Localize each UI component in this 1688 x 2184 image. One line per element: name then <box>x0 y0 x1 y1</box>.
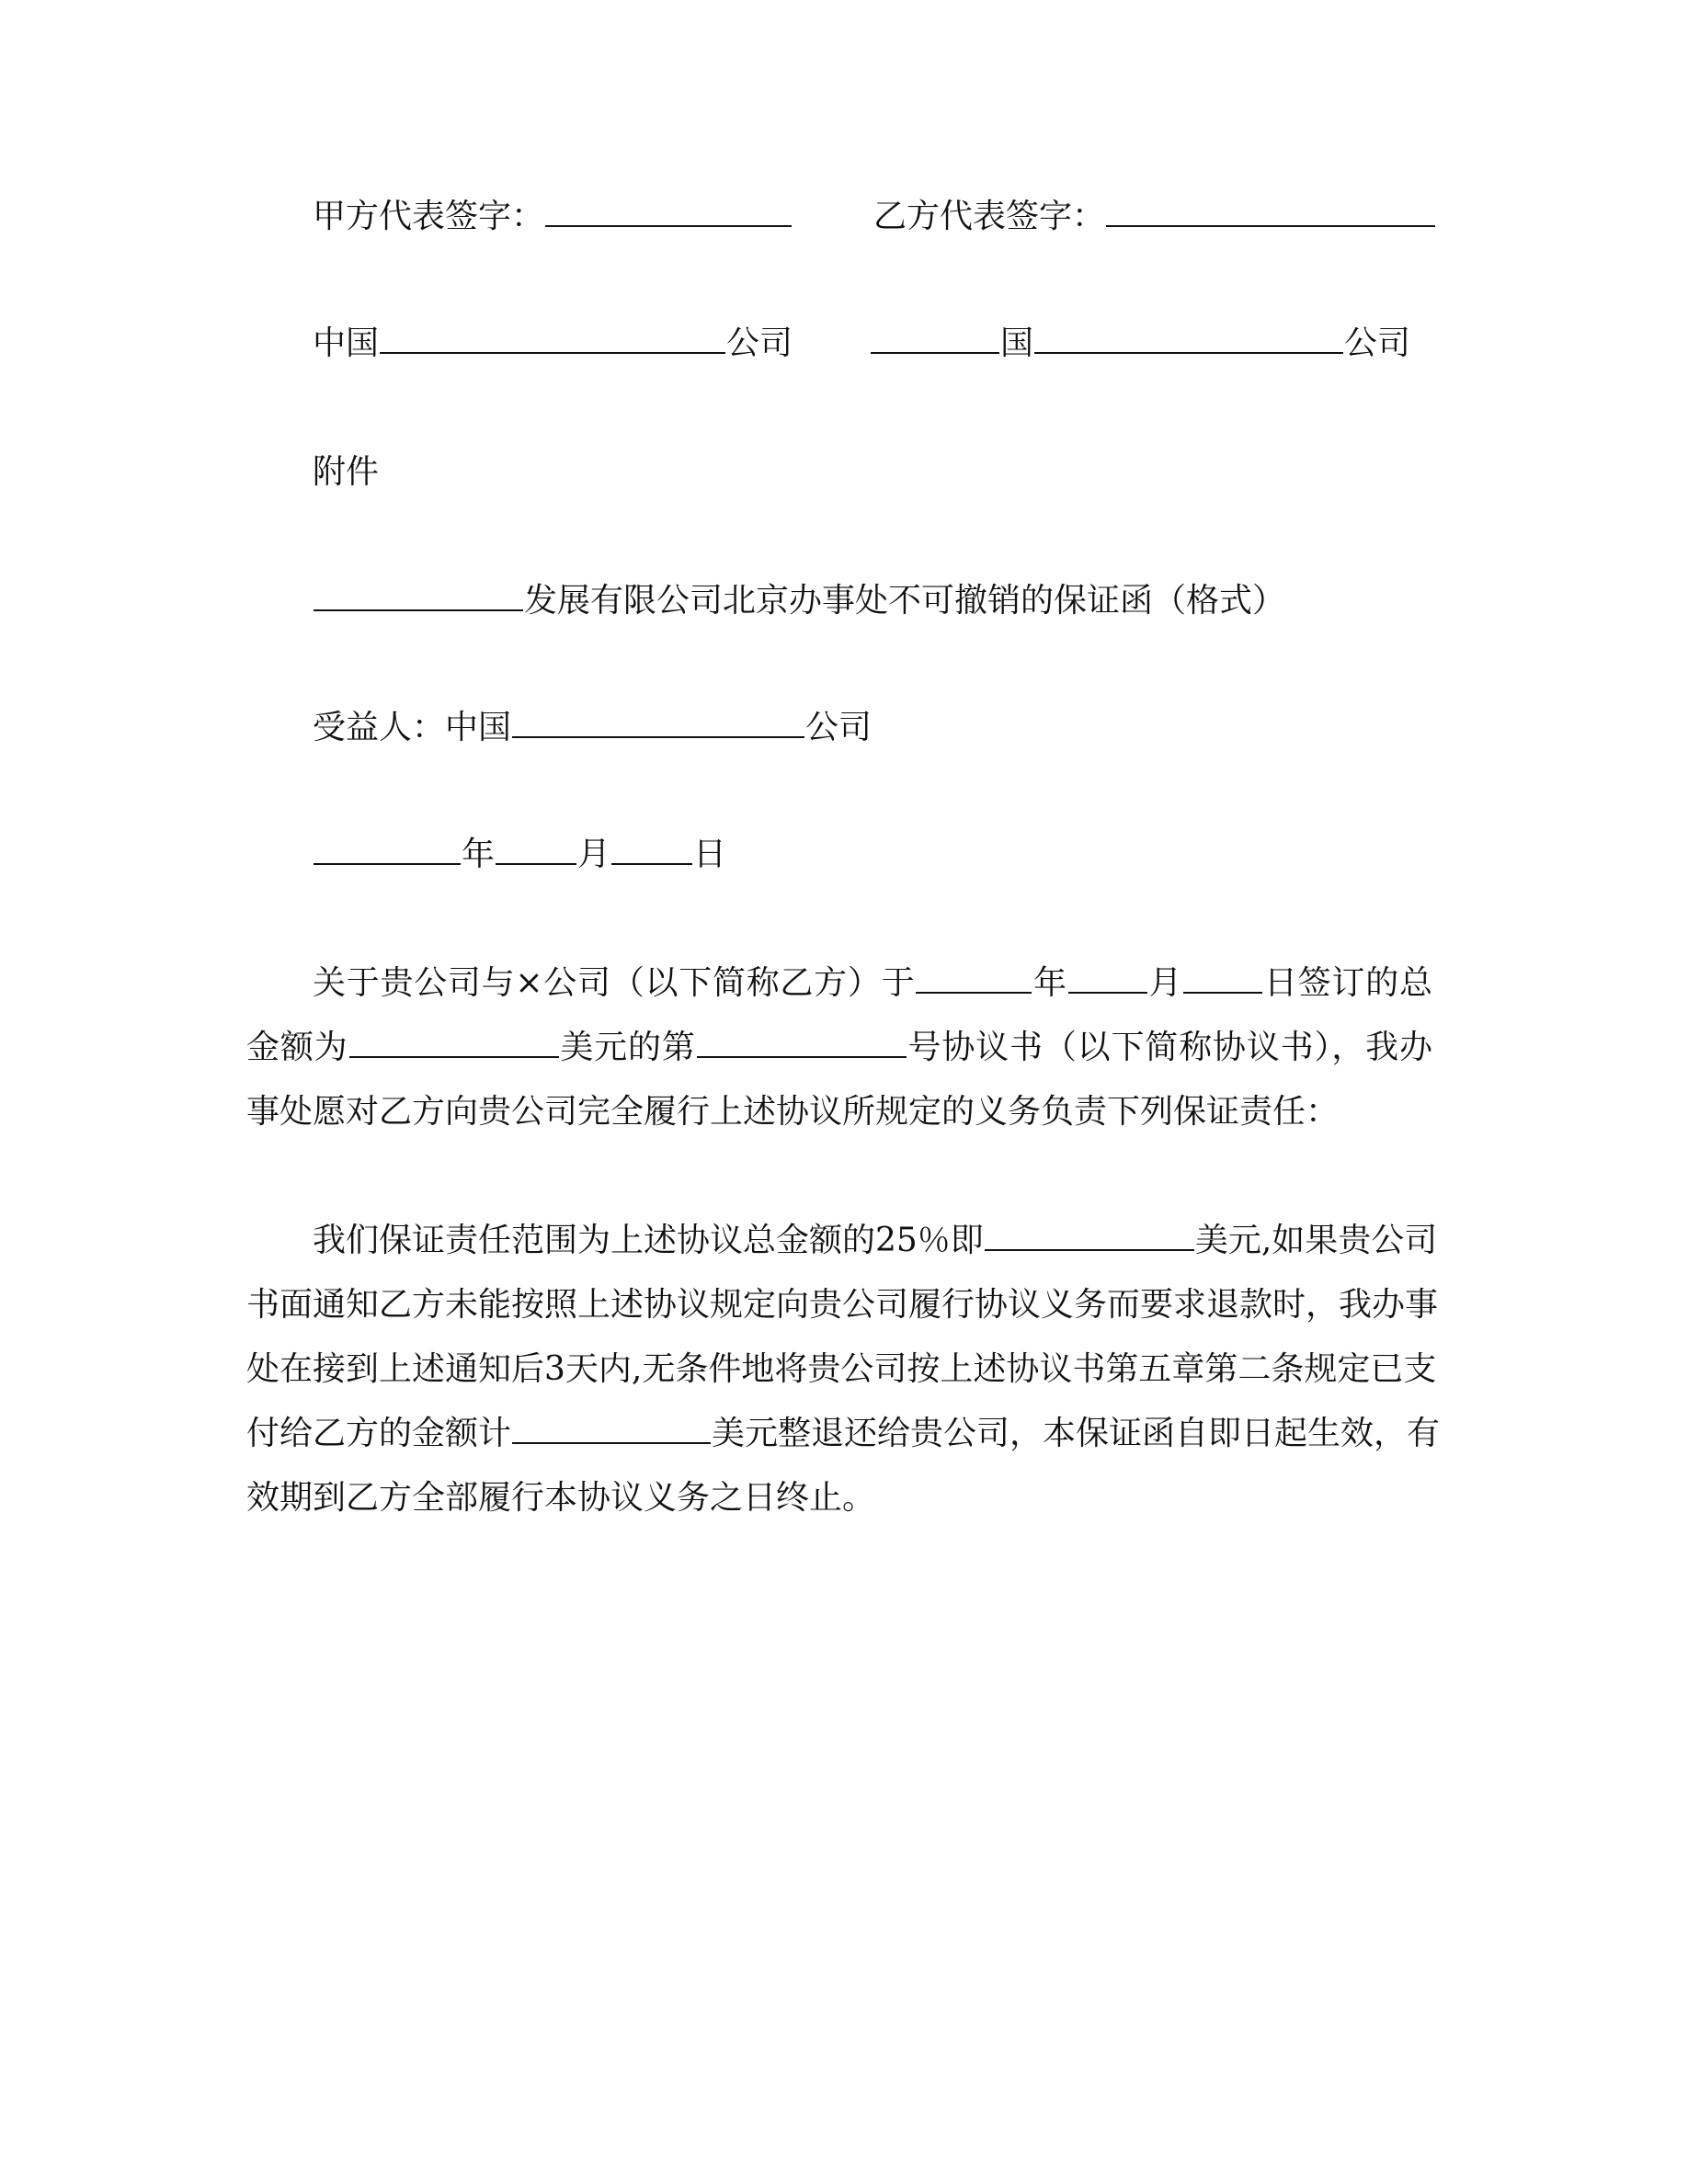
total-amount-blank[interactable] <box>349 1027 559 1058</box>
paragraph-2-line-4 <box>246 1412 1441 1456</box>
beneficiary-line <box>313 706 872 750</box>
paragraph-1-line-2 <box>246 1026 1432 1070</box>
company-a-label: 公司 <box>726 324 793 362</box>
guarantee-title <box>313 579 1285 623</box>
foreign-company-blank[interactable] <box>1034 323 1343 354</box>
paragraph-2-text-b: 美元,如果贵公司 <box>1194 1222 1438 1259</box>
signature-line <box>313 195 793 239</box>
party-a-signature-blank[interactable] <box>545 196 792 227</box>
month-blank[interactable] <box>496 834 576 865</box>
company-name-blank[interactable] <box>314 580 523 611</box>
year-blank[interactable] <box>314 834 461 865</box>
day-blank[interactable] <box>611 834 692 865</box>
company-b-label: 公司 <box>1344 324 1411 362</box>
sign-year-label: 年 <box>1032 964 1067 1002</box>
paragraph-2-text-g: 效期到乙方全部履行本协议义务之日终止。 <box>246 1479 876 1517</box>
agreement-number-blank[interactable] <box>697 1027 907 1058</box>
country-label: 国 <box>1000 324 1034 362</box>
date-line <box>313 833 726 877</box>
country-blank[interactable] <box>871 323 999 354</box>
sign-month-blank[interactable] <box>1068 962 1147 994</box>
attachment-label: 附件 <box>313 453 380 491</box>
guarantee-amount-blank[interactable] <box>985 1220 1194 1251</box>
paragraph-2-line-2 <box>246 1283 1439 1327</box>
paragraph-1-text-c: 金额为 <box>246 1029 348 1066</box>
paragraph-2-text-f: 美元整退还给贵公司，本保证函自即日起生效，有 <box>712 1415 1441 1452</box>
china-label: 中国 <box>313 324 380 362</box>
paragraph-1-text-e: 号协议书（以下简称协议书），我办 <box>907 1029 1432 1066</box>
day-label: 日 <box>693 836 727 873</box>
company-line-b <box>870 322 1410 366</box>
paragraph-1-line-1 <box>246 961 1432 1006</box>
china-company-blank[interactable] <box>380 323 725 354</box>
paragraph-2-text-c: 书面通知乙方未能按照上述协议规定向贵公司履行协议义务而要求退款时，我办事 <box>246 1286 1439 1324</box>
sign-month-label: 月 <box>1147 964 1183 1002</box>
paragraph-1-text-a: 关于贵公司与×公司（以下简称乙方）于 <box>313 964 916 1002</box>
attachment-heading <box>313 450 379 495</box>
beneficiary-company-blank[interactable] <box>512 707 804 738</box>
party-b-signature-blank[interactable] <box>1106 196 1435 227</box>
paragraph-2-text-d: 处在接到上述通知后3天内,无条件地将贵公司按上述协议书第五章第二条规定已支 <box>246 1350 1437 1388</box>
company-line-a <box>313 322 793 366</box>
year-label: 年 <box>462 836 496 873</box>
party-b-signature-label: 乙方代表签字： <box>873 198 1106 235</box>
paragraph-1-text-f: 事处愿对乙方向贵公司完全履行上述协议所规定的义务负责下列保证责任： <box>246 1093 1340 1131</box>
month-label: 月 <box>577 836 611 873</box>
paragraph-1-text-d: 美元的第 <box>559 1029 696 1066</box>
paragraph-2-text-e: 付给乙方的金额计 <box>246 1415 512 1452</box>
signature-line-b <box>873 195 1436 239</box>
beneficiary-company-label: 公司 <box>805 709 873 746</box>
paragraph-2-line-3 <box>246 1348 1437 1392</box>
sign-day-blank[interactable] <box>1183 962 1262 994</box>
refund-amount-blank[interactable] <box>512 1413 711 1444</box>
paragraph-2-text-a: 我们保证责任范围为上述协议总金额的25％即 <box>313 1222 984 1259</box>
paragraph-2-line-5 <box>246 1476 1432 1520</box>
paragraph-1-line-3 <box>246 1090 1432 1134</box>
paragraph-1-text-b: 日签订的总 <box>1263 964 1432 1002</box>
party-a-signature-label: 甲方代表签字： <box>313 198 545 235</box>
sign-year-blank[interactable] <box>916 962 1032 994</box>
beneficiary-label: 受益人：中国 <box>313 709 512 746</box>
guarantee-title-text: 发展有限公司北京办事处不可撤销的保证函（格式） <box>524 582 1286 620</box>
paragraph-2-line-1 <box>246 1219 1438 1263</box>
